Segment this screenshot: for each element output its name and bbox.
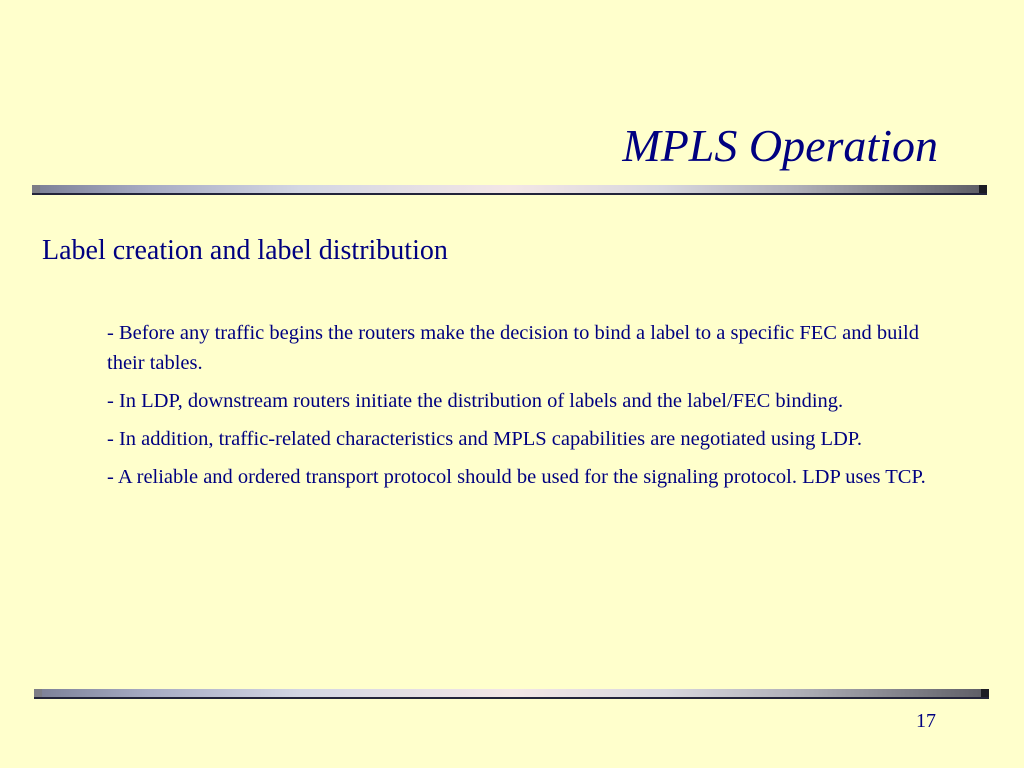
section-heading: Label creation and label distribution xyxy=(42,235,448,266)
bullet-point: - A reliable and ordered transport protocol should be used for the signaling protocol. LDP uses TCP. xyxy=(107,466,926,488)
bullet-list xyxy=(107,318,947,500)
bullet-point: - Before any traffic begins the routers make the decision to bind a label to a specific FEC and build their tables. xyxy=(107,322,919,374)
bullet-point: - In addition, traffic-related characteristics and MPLS capabilities are negotiated using LDP. xyxy=(107,428,863,450)
bullet-point: - In LDP, downstream routers initiate the distribution of labels and the label/FEC binding. xyxy=(107,390,844,412)
footer-divider xyxy=(34,689,989,697)
slide-title: MPLS Operation xyxy=(622,120,938,171)
title-divider xyxy=(32,185,987,193)
title-divider-line xyxy=(32,193,987,195)
page-number: 17 xyxy=(916,710,936,732)
footer-divider-line xyxy=(34,697,989,699)
